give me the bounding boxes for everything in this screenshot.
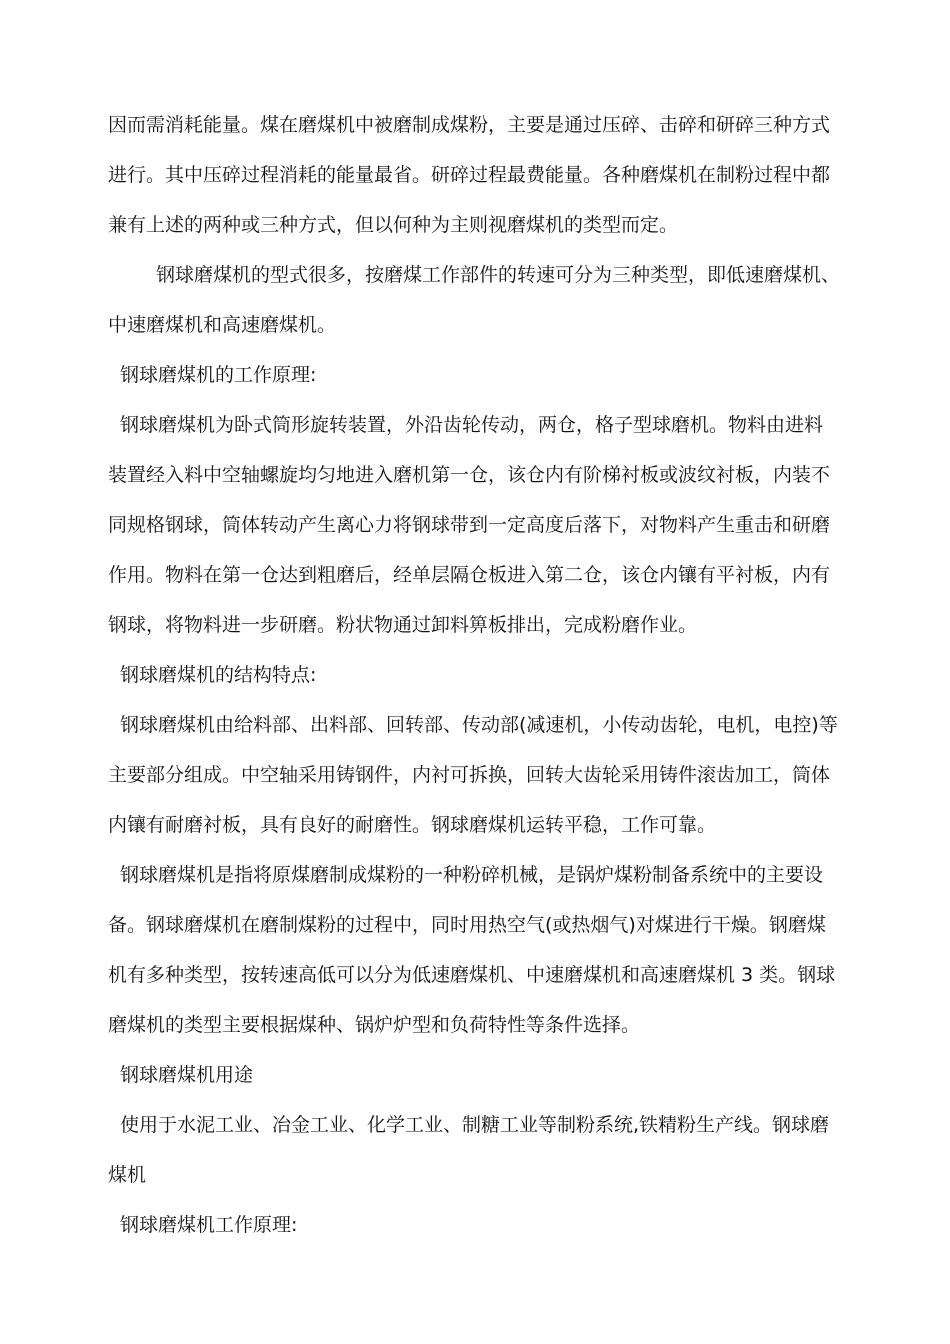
- text-line: 兼有上述的两种或三种方式，但以何种为主则视磨煤机的类型而定。: [108, 214, 679, 236]
- text-line: 装置经入料中空轴螺旋均匀地进入磨机第一仓，该仓内有阶梯衬板或波纹衬板，内装不: [108, 464, 831, 486]
- section-heading: 钢球磨煤机用途: [120, 1064, 254, 1086]
- text-line: 钢球磨煤机是指将原煤磨制成煤粉的一种粉碎机械，是锅炉煤粉制备系统中的主要设: [120, 864, 824, 886]
- section-heading: 钢球磨煤机的结构特点:: [120, 664, 317, 686]
- text-line: 备。钢球磨煤机在磨制煤粉的过程中，同时用热空气(或热烟气)对煤进行干燥。钢磨煤: [108, 914, 826, 936]
- text-line: 钢球磨煤机为卧式筒形旋转装置，外沿齿轮传动，两仓，格子型球磨机。物料由进料: [120, 414, 824, 436]
- text-line: 主要部分组成。中空轴采用铸钢件，内衬可拆换，回转大齿轮采用铸件滚齿加工，筒体: [108, 764, 831, 786]
- text-line: 作用。物料在第一仓达到粗磨后，经单层隔仓板进入第二仓，该仓内镶有平衬板，内有: [108, 564, 831, 586]
- text-line: 磨煤机的类型主要根据煤种、锅炉炉型和负荷特性等条件选择。: [108, 1014, 641, 1036]
- text-line: 进行。其中压碎过程消耗的能量最省。研碎过程最费能量。各种磨煤机在制粉过程中都: [108, 164, 831, 186]
- text-line: 因而需消耗能量。煤在磨煤机中被磨制成煤粉，主要是通过压碎、击碎和研碎三种方式: [108, 114, 831, 136]
- text-line: 煤机: [108, 1164, 147, 1186]
- text-line: 使用于水泥工业、冶金工业、化学工业、制糖工业等制粉系统,铁精粉生产线。钢球磨: [120, 1114, 830, 1136]
- text-line: 钢球磨煤机的型式很多，按磨煤工作部件的转速可分为三种类型，即低速磨煤机、: [156, 264, 841, 286]
- text-line: 钢球磨煤机由给料部、出料部、回转部、传动部(减速机，小传动齿轮，电机，电控)等: [120, 714, 838, 736]
- section-heading: 钢球磨煤机工作原理:: [120, 1214, 298, 1236]
- section-heading: 钢球磨煤机的工作原理:: [120, 364, 317, 386]
- text-line: 内镶有耐磨衬板，具有良好的耐磨性。钢球磨煤机运转平稳，工作可靠。: [108, 814, 717, 836]
- text-line: 同规格钢球，筒体转动产生离心力将钢球带到一定高度后落下，对物料产生重击和研磨: [108, 514, 831, 536]
- text-line: 机有多种类型，按转速高低可以分为低速磨煤机、中速磨煤机和高速磨煤机 3 类。钢球: [108, 964, 836, 986]
- text-line: 中速磨煤机和高速磨煤机。: [108, 314, 337, 336]
- text-line: 钢球，将物料进一步研磨。粉状物通过卸料箅板排出，完成粉磨作业。: [108, 614, 698, 636]
